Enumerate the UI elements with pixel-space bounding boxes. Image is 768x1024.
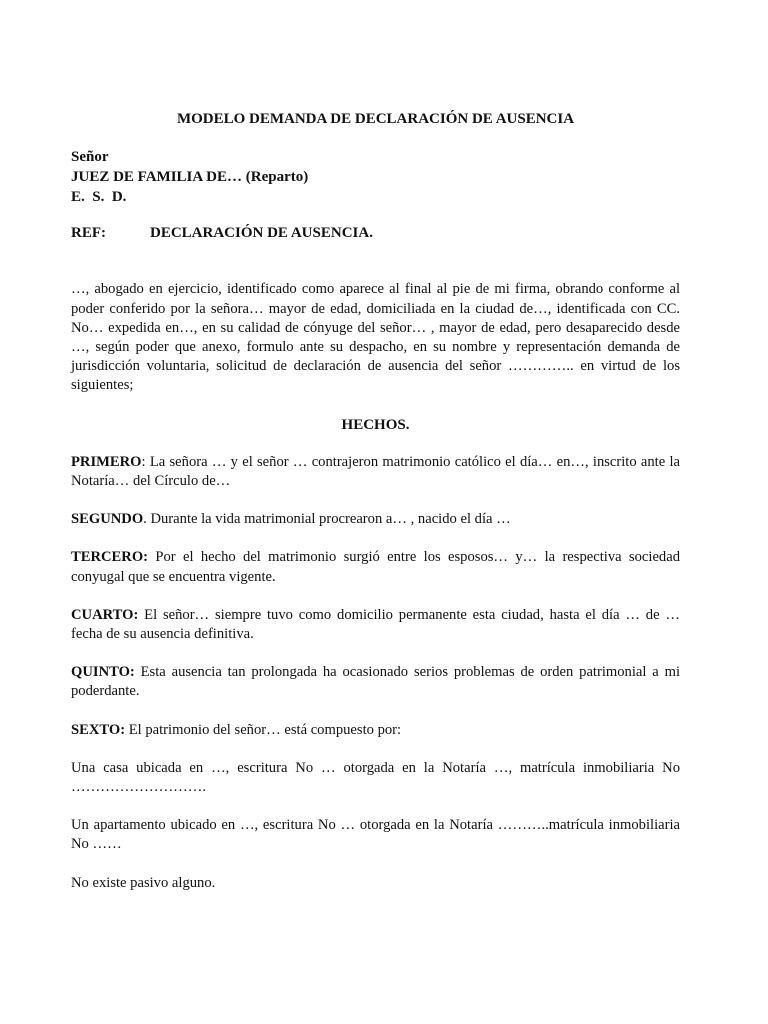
no-liabilities: No existe pasivo alguno. — [71, 874, 216, 891]
document-title: MODELO DEMANDA DE DECLARACIÓN DE AUSENCIA — [176, 111, 575, 127]
fact-text: El patrimonio del señor… está compuesto por: — [125, 721, 402, 738]
reference-label: REF: — [71, 225, 106, 242]
fact-label: SEGUNDO — [71, 511, 144, 528]
reference-text: DECLARACIÓN DE AUSENCIA. — [150, 225, 373, 242]
fact-label: TERCERO: — [71, 549, 149, 566]
addressee-esd: E. S. D. — [71, 189, 127, 206]
fact-text: . Durante la vida matrimonial procrearon a… , nacido el día … — [143, 511, 511, 528]
reference-line — [71, 224, 680, 243]
addressee-salutation: Señor — [71, 149, 109, 166]
fact-label: CUARTO: — [71, 606, 139, 623]
addressee-block — [71, 147, 680, 207]
fact-tercero — [71, 548, 680, 586]
asset-apartment: Un apartamento ubicado en …, escritura No … otorgada en la Notaría ………..matrícula inmobiliaria No …… — [71, 817, 680, 853]
fact-text: El señor… siempre tuvo como domicilio permanente esta ciudad, hasta el día … de … fecha de su ausencia definitiva. — [71, 606, 680, 643]
fact-text: : La señora … y el señor … contrajeron matrimonio católico el día… en…, inscrito ante la Notaría… del Círculo de… — [71, 453, 680, 490]
asset-house: Una casa ubicada en …, escritura No … otorgada en la Notaría …, matrícula inmobiliaria No ………………………. — [71, 759, 680, 796]
intro-paragraph: …, abogado en ejercicio, identificado como aparece al final al pie de mi firma, obrando conforme al poder conferido por la señora… mayor de edad, domiciliada en la ciudad de…, identificada con CC. No… expedida en…, en su calidad de cónyuge del señor… , mayor de edad, pero desaparecido desde …, según poder que anexo, formulo ante su despacho, en su nombre y representación demanda de jurisdicción voluntaria, solicitud de declaración de ausencia del señor ………….. en virtud de los siguientes; — [71, 281, 680, 394]
fact-label: PRIMERO — [71, 453, 142, 470]
fact-label: QUINTO: — [71, 664, 135, 681]
fact-text: Por el hecho del matrimonio surgió entre los esposos… y… la respectiva sociedad conyugal que se encuentra vigente. — [71, 549, 680, 585]
fact-text: Esta ausencia tan prolongada ha ocasionado serios problemas de orden patrimonial a mi poderdante. — [71, 664, 680, 700]
facts-heading: HECHOS. — [341, 416, 410, 433]
fact-primero — [71, 453, 680, 491]
fact-segundo — [71, 510, 680, 529]
addressee-judge: JUEZ DE FAMILIA DE… (Reparto) — [71, 169, 309, 186]
fact-sexto — [71, 721, 680, 740]
fact-label: SEXTO: — [71, 721, 126, 738]
fact-cuarto — [71, 606, 680, 644]
fact-quinto — [71, 663, 680, 701]
